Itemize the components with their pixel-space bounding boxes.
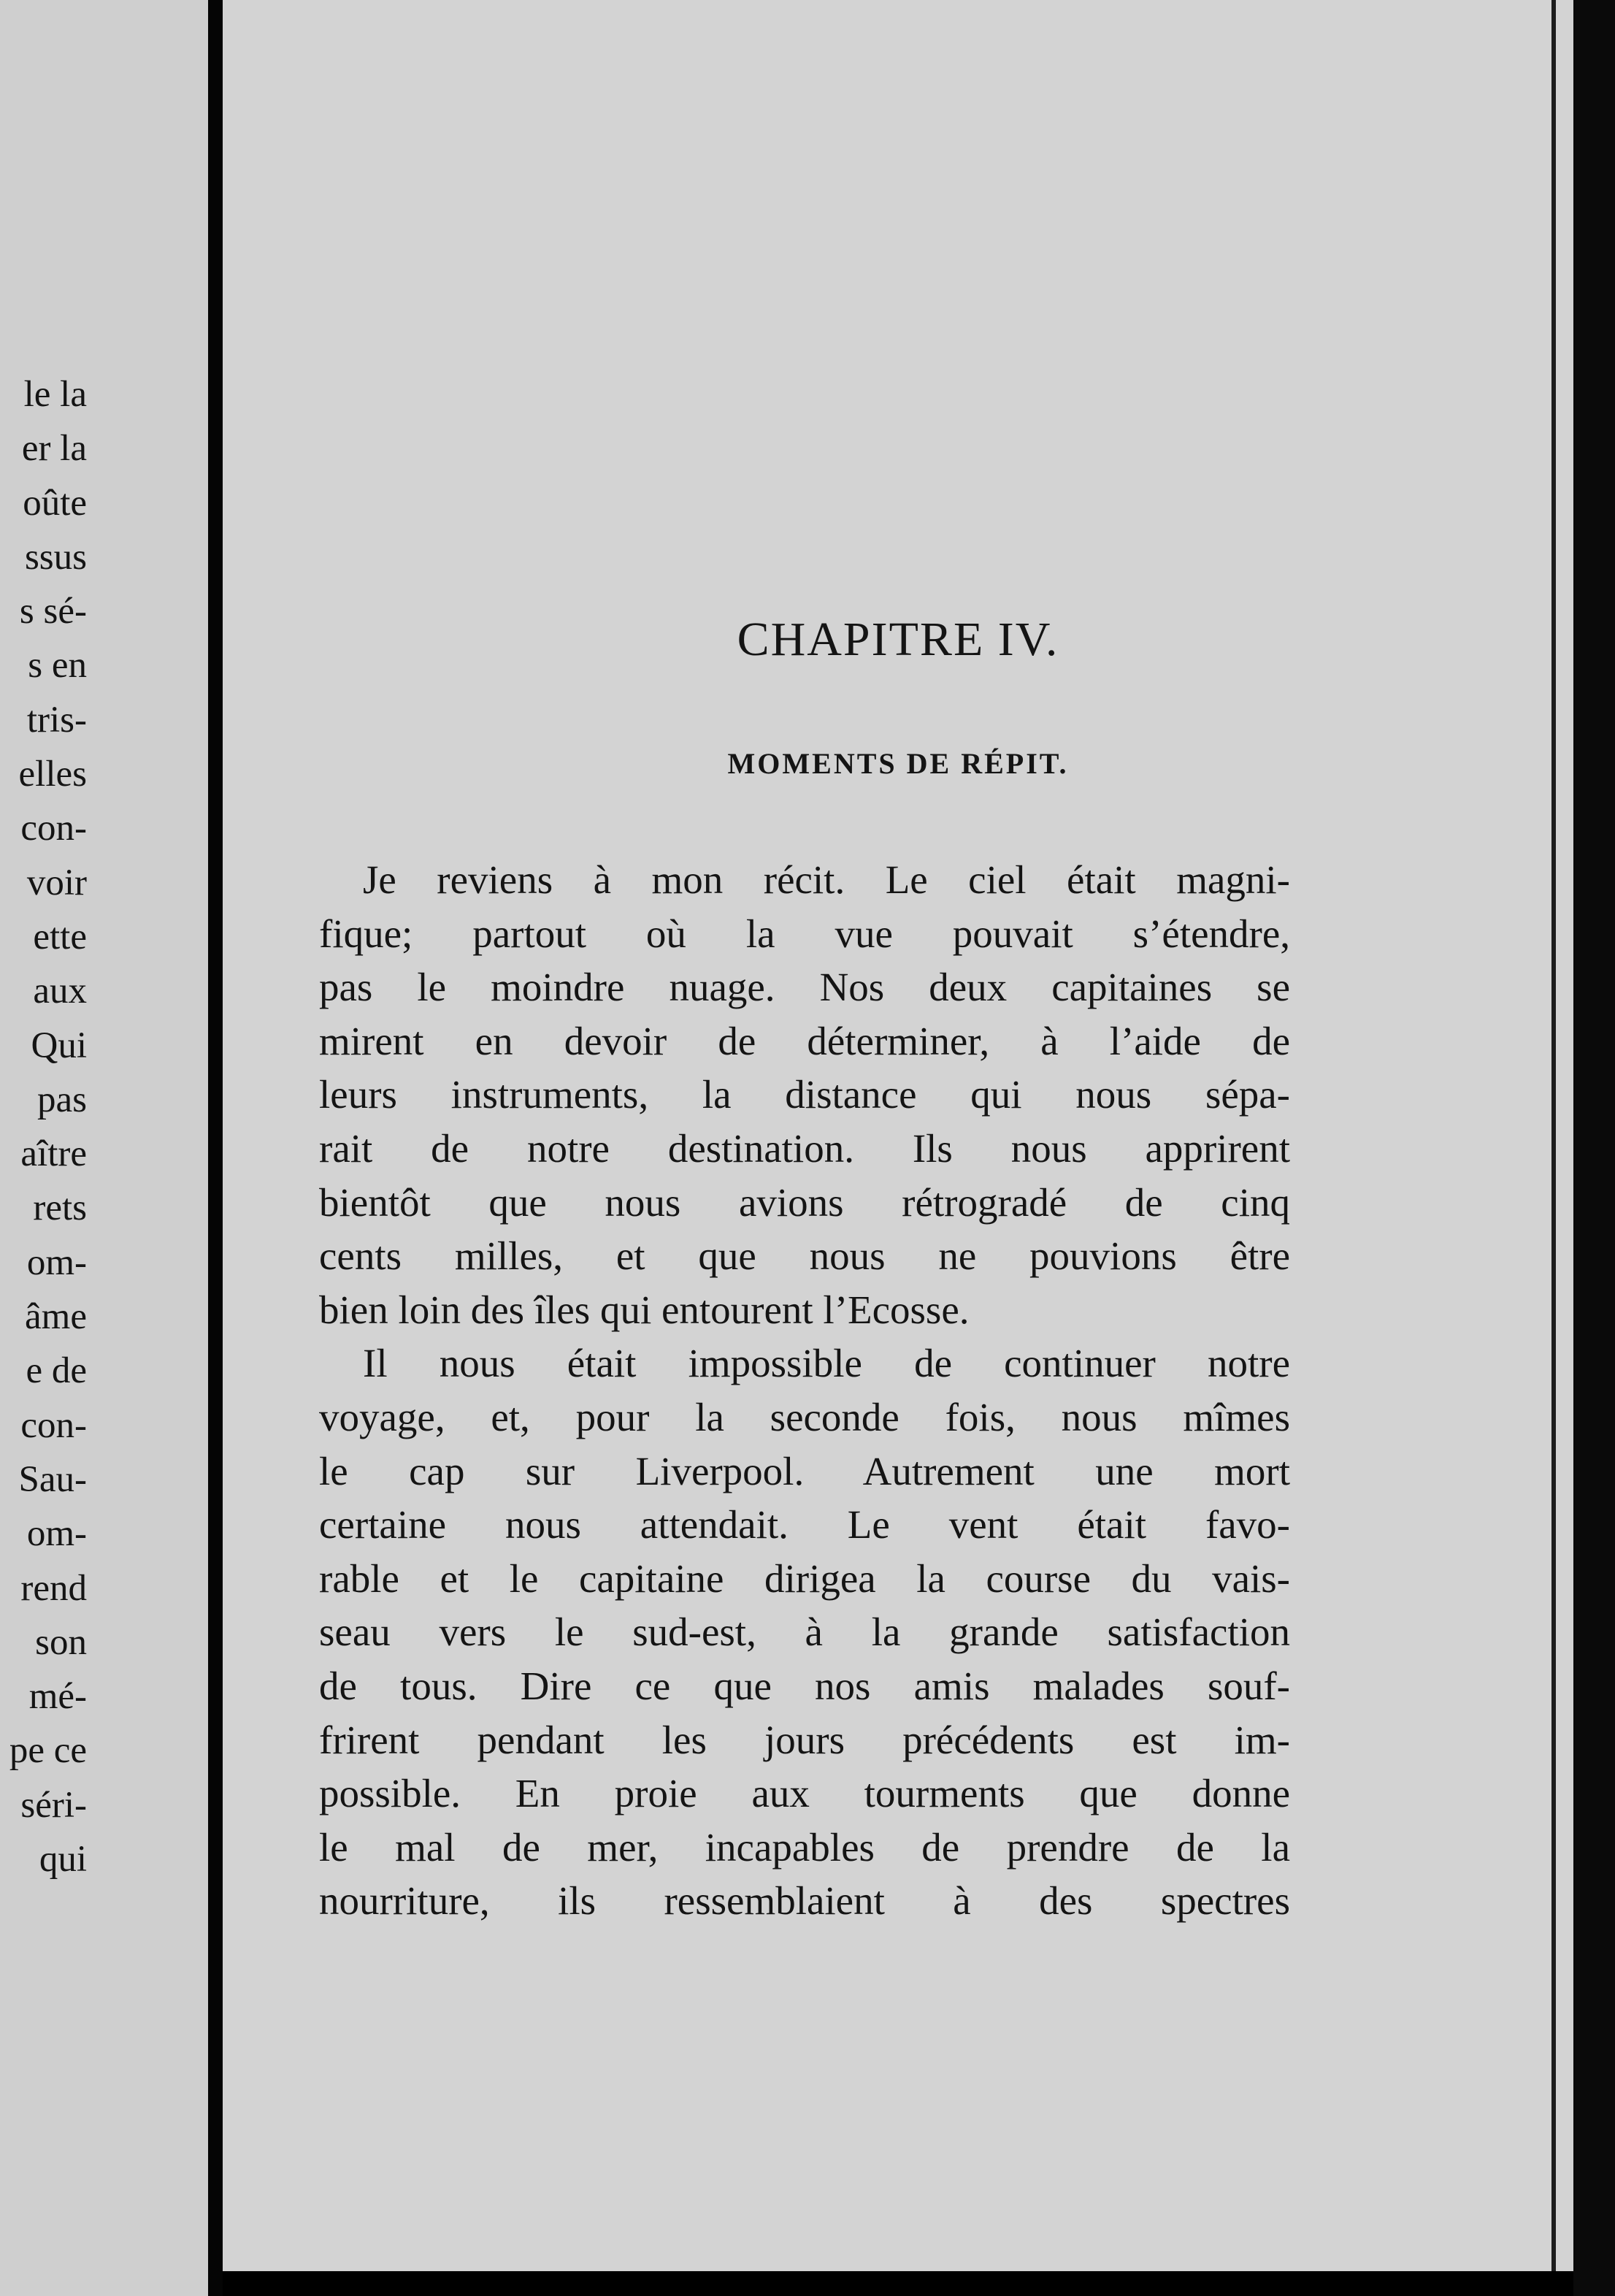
body-line: Je reviens à mon récit. Le ciel était magni- (363, 857, 1290, 902)
left-fragment-line: qui (39, 1839, 87, 1880)
page-edge-line (1551, 0, 1556, 2271)
body-line: cents milles, et que nous ne pouvions être (319, 1233, 1290, 1279)
scan-border (1573, 0, 1615, 2296)
body-line: possible. En proie aux tourments que donne (319, 1771, 1290, 1816)
left-fragment-line: pe ce (9, 1730, 87, 1772)
body-line: mirent en devoir de déterminer, à l’aide de (319, 1018, 1290, 1063)
left-fragment-line: s sé- (19, 591, 87, 632)
body-line: fique; partout où la vue pouvait s’étendre, (319, 911, 1290, 956)
left-fragment-line: tris- (26, 699, 87, 741)
body-line: rait de notre destination. Ils nous apprirent (319, 1125, 1290, 1171)
body-line: pas le moindre nuage. Nos deux capitaines se (319, 965, 1290, 1010)
body-line: voyage, et, pour la seconde fois, nous mîmes (319, 1394, 1290, 1439)
body-line: Il nous était impossible de continuer notre (363, 1341, 1290, 1386)
body-line: certaine nous attendait. Le vent était favo- (319, 1502, 1290, 1547)
left-fragment-line: voir (26, 862, 87, 903)
chapter-subtitle: MOMENTS DE RÉPIT. (727, 747, 1069, 780)
left-fragment-line: con- (20, 808, 87, 849)
body-line: le cap sur Liverpool. Autrement une mort (319, 1448, 1290, 1493)
left-fragment-line: oûte (23, 482, 87, 524)
body-line: bien loin des îles qui entourent l’Ecosse. (319, 1287, 970, 1332)
left-fragment-line: mé- (28, 1676, 87, 1718)
left-fragment-line: séri- (20, 1784, 87, 1826)
body-line: leurs instruments, la distance qui nous sépa- (319, 1072, 1290, 1117)
left-fragment-line: rend (20, 1567, 87, 1609)
body-line: seau vers le sud-est, à la grande satisfaction (319, 1610, 1290, 1655)
left-fragment-line: e de (26, 1350, 87, 1392)
left-fragment-line: om- (26, 1241, 87, 1283)
body-line: bientôt que nous avions rétrogradé de cinq (319, 1179, 1290, 1225)
body-text (319, 853, 1290, 1928)
left-fragment-line: om- (26, 1513, 87, 1555)
left-fragment-line: con- (20, 1404, 87, 1446)
left-fragment-line: s en (28, 645, 87, 686)
left-fragment-line: Qui (31, 1025, 87, 1066)
left-fragment-line: aître (20, 1133, 87, 1175)
body-line: nourriture, ils ressemblaient à des spectres (319, 1878, 1290, 1924)
book-gutter (208, 0, 223, 2296)
body-line: rable et le capitaine dirigea la course du vais- (319, 1555, 1290, 1601)
left-page (0, 0, 208, 2296)
chapter-title: CHAPITRE IV. (737, 613, 1059, 666)
body-line: le mal de mer, incapables de prendre de la (319, 1824, 1290, 1870)
left-fragment-line: er la (21, 428, 87, 470)
body-line: frirent pendant les jours précédents est im- (319, 1717, 1290, 1762)
left-fragment-line: Sau- (18, 1458, 87, 1500)
left-fragment-line: le la (23, 374, 87, 415)
left-fragment-line: son (35, 1621, 87, 1663)
left-fragment-line: rets (33, 1187, 87, 1229)
left-fragment-line: aux (33, 971, 87, 1012)
left-fragment-line: âme (25, 1296, 87, 1338)
left-fragment-line: ssus (24, 536, 87, 578)
left-page-text-fragments (9, 367, 87, 1886)
left-fragment-line: pas (37, 1079, 87, 1120)
left-fragment-line: elles (18, 754, 87, 795)
body-line: de tous. Dire ce que nos amis malades souf- (319, 1663, 1290, 1708)
left-fragment-line: ette (33, 916, 87, 957)
